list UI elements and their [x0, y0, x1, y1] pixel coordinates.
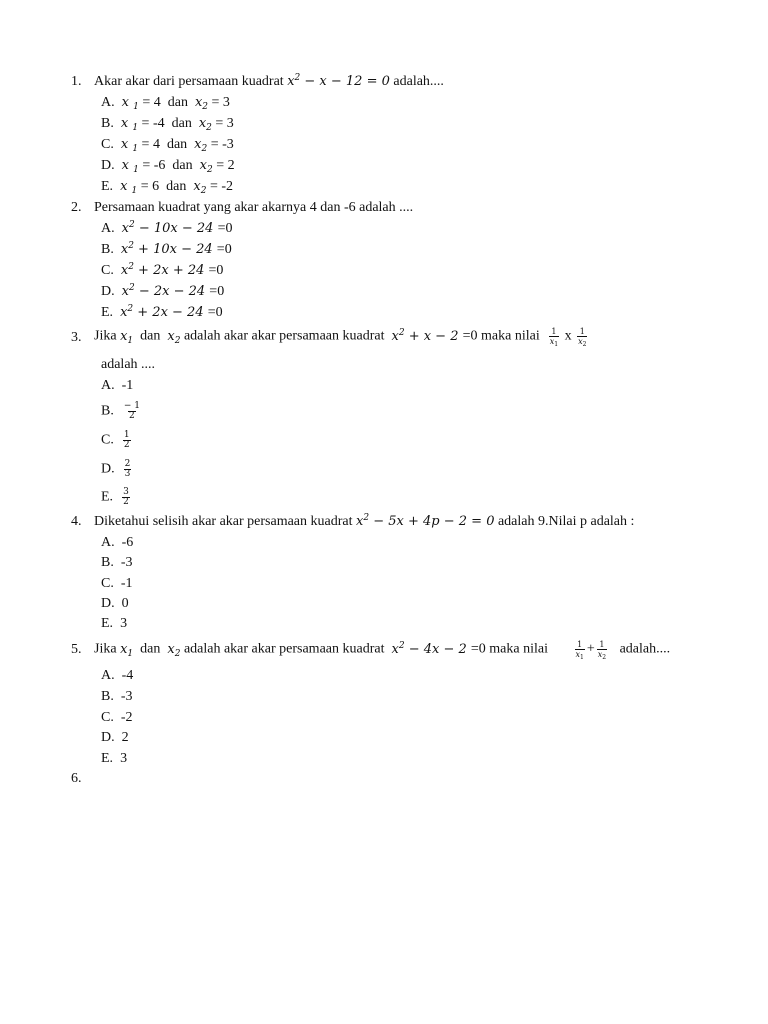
q3-option-a[interactable]: A. -1 — [101, 378, 134, 393]
question-number: 5. — [71, 642, 82, 657]
equation: $x^2 - 5x + 4p - 2 = 0$ — [356, 513, 495, 529]
question-1-text: Akar akar dari persamaan kuadrat $x^2 - x - 12 = 0$ adalah.... — [94, 73, 444, 89]
question-number: 1. — [71, 74, 82, 89]
fraction-one-over-x1: $\frac{1}{x_1}$ — [549, 327, 559, 348]
q4-option-e[interactable]: E. 3 — [101, 616, 128, 631]
q5-option-e[interactable]: E. 3 — [101, 751, 128, 766]
q1-option-c[interactable]: C. x $_1$ = 4 dan $x_2 = -3$ — [101, 137, 234, 154]
q3-option-d[interactable]: D. $\frac{2}{3}$ — [101, 459, 131, 479]
q2-option-b[interactable]: B. $x^2 + 10x - 24 =0$ — [101, 241, 232, 257]
question-3-text-cont: adalah .... — [101, 357, 156, 372]
equation: $x^2 - x - 12 = 0$ — [287, 73, 390, 89]
q4-option-c[interactable]: C. -1 — [101, 576, 133, 591]
q3-option-e[interactable]: E. $\frac{3}{2}$ — [101, 487, 129, 507]
q3-option-c[interactable]: C. $\frac{1}{2}$ — [101, 430, 130, 450]
question-2-text: Persamaan kuadrat yang akar akarnya 4 dan -6 adalah .... — [94, 200, 414, 215]
fraction-one-over-x2: $\frac{1}{x_2}$ — [597, 640, 607, 661]
q5-option-c[interactable]: C. -2 — [101, 710, 133, 725]
q5-option-a[interactable]: A. -4 — [101, 668, 134, 683]
q4-option-a[interactable]: A. -6 — [101, 535, 134, 550]
q4-option-d[interactable]: D. 0 — [101, 596, 129, 611]
question-3-text: Jika $x_1$ dan $x_2$ adalah akar akar persamaan kuadrat $x^2 + x - 2 =0$ maka nilai $\frac{1}{x_1}$ x $\frac{1}{x_2}$ — [94, 327, 587, 348]
q2-option-d[interactable]: D. $x^2 - 2x - 24 =0$ — [101, 283, 225, 299]
question-4-text: Diketahui selisih akar akar persamaan kuadrat $x^2 - 5x + 4p - 2 = 0$ adalah 9.Nilai p adalah : — [94, 513, 635, 529]
question-5-text: Jika $x_1$ dan $x_2$ adalah akar akar persamaan kuadrat $x^2 - 4x - 2 =0$ maka nilai $\frac{1}{x_1}$ + $\frac{1}{x_2}$ adalah.... — [94, 640, 671, 661]
fraction-one-over-x2: $\frac{1}{x_2}$ — [578, 327, 587, 348]
q1-option-e[interactable]: E. x $_1$ = 6 dan $x_2 = -2$ — [101, 179, 234, 196]
equation: $x^2 - 4x - 2$ — [391, 640, 471, 657]
q2-option-e[interactable]: E. $x^2 + 2x - 24 =0$ — [101, 304, 223, 320]
q3-option-b[interactable]: B. $\frac{- 1}{2}$ — [101, 401, 140, 421]
q5-option-b[interactable]: B. -3 — [101, 689, 133, 704]
fraction-one-over-x1: $\frac{1}{x_1}$ — [575, 640, 584, 661]
q2-option-c[interactable]: C. $x^2 + 2x + 24 =0$ — [101, 262, 224, 278]
q1-option-b[interactable]: B. x $_1$ = -4 dan $x_2 = 3$ — [101, 116, 234, 133]
question-number: 4. — [71, 514, 82, 529]
q5-option-d[interactable]: D. 2 — [101, 730, 129, 745]
question-number: 3. — [71, 330, 82, 345]
q1-option-a[interactable]: A. x $_1$ = 4 dan $x_2 = 3$ — [101, 95, 230, 112]
question-number: 2. — [71, 200, 82, 215]
question-number: 6. — [71, 771, 82, 786]
q1-option-d[interactable]: D. x $_1$ = -6 dan $x_2 = 2$ — [101, 158, 235, 175]
q4-option-b[interactable]: B. -3 — [101, 555, 133, 570]
q2-option-a[interactable]: A. $x^2 - 10x - 24 =0$ — [101, 220, 233, 236]
equation: $x^2 + x - 2$ — [391, 327, 463, 344]
